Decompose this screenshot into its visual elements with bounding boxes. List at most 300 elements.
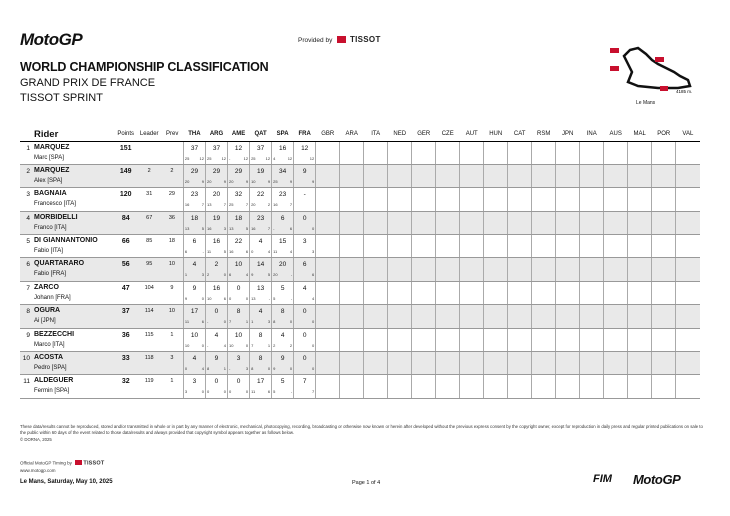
empty-round-cell: [412, 188, 436, 211]
empty-round-cell: [412, 352, 436, 375]
empty-round-cell: [532, 258, 556, 281]
empty-round-cell: [652, 305, 676, 328]
leader-gap-cell: 119: [137, 375, 160, 398]
empty-round-cell: [412, 375, 436, 398]
round-points-cell: [205, 305, 227, 328]
round-race: 0: [223, 389, 227, 395]
empty-round-cell: [508, 352, 532, 375]
table-row: [20, 375, 700, 398]
rider-position: 11: [23, 378, 30, 386]
points-cell: 66: [114, 235, 137, 258]
empty-round-cell: [364, 188, 388, 211]
round-header: POR: [652, 128, 676, 141]
points-cell: 32: [114, 375, 137, 398]
rider-cell: [20, 305, 114, 328]
rider-surname: BEZZECCHI: [34, 330, 75, 338]
round-sprint: 20: [184, 178, 190, 184]
round-points-cell: [272, 305, 294, 328]
empty-round-cell: [364, 352, 388, 375]
round-points-cell: [183, 188, 205, 211]
table-header: [20, 128, 700, 141]
round-total: 10: [234, 331, 243, 339]
empty-round-cell: [676, 235, 700, 258]
rider-firstname: Johann [FRA]: [34, 294, 71, 301]
round-race: 0: [223, 319, 227, 325]
round-points-cell: [205, 141, 227, 164]
round-total: 13: [256, 284, 265, 292]
round-sprint: 7: [251, 342, 254, 348]
timing-label: Official MotoGP Timing by: [20, 460, 72, 466]
round-points-cell: [183, 375, 205, 398]
leader-gap-cell: 115: [137, 328, 160, 351]
empty-round-cell: [460, 281, 484, 304]
empty-round-cell: [364, 141, 388, 164]
rider-cell: [20, 281, 114, 304]
round-sprint: 11: [251, 389, 256, 395]
round-race: 0: [311, 319, 315, 325]
empty-round-cell: [388, 211, 412, 234]
empty-round-cell: [364, 235, 388, 258]
provided-by: [298, 35, 381, 44]
round-total: 7: [302, 378, 307, 386]
round-header: AUT: [460, 128, 484, 141]
empty-round-cell: [412, 164, 436, 187]
empty-round-cell: [604, 281, 628, 304]
round-race: 12: [265, 155, 271, 161]
empty-round-cell: [628, 352, 652, 375]
empty-round-cell: [508, 164, 532, 187]
round-total: 32: [234, 191, 243, 199]
empty-round-cell: [532, 328, 556, 351]
round-sprint: -: [206, 319, 209, 325]
empty-round-cell: [340, 211, 364, 234]
page-title: WORLD CHAMPIONSHIP CLASSIFICATION: [20, 60, 269, 74]
empty-round-cell: [652, 235, 676, 258]
round-points-cell: [272, 258, 294, 281]
round-points-cell: [272, 352, 294, 375]
session-name: TISSOT SPRINT: [20, 92, 103, 104]
empty-round-cell: [340, 258, 364, 281]
round-total: 9: [192, 284, 197, 292]
prev-gap-cell: 36: [161, 211, 183, 234]
round-race: 1: [245, 319, 249, 325]
round-points-cell: [228, 258, 250, 281]
round-race: 0: [201, 389, 204, 395]
empty-round-cell: [580, 188, 604, 211]
round-sprint: 9: [273, 366, 276, 372]
rider-firstname: Franco [ITA]: [34, 224, 67, 231]
round-race: 0: [311, 366, 315, 372]
round-race: 4: [245, 272, 249, 278]
round-points-cell: [205, 188, 227, 211]
rider-position: 4: [26, 214, 30, 222]
rider-header: Rider: [20, 128, 114, 141]
round-total: 0: [302, 308, 307, 316]
empty-round-cell: [316, 352, 340, 375]
empty-round-cell: [532, 281, 556, 304]
round-header: SPA: [272, 128, 294, 141]
empty-round-cell: [676, 258, 700, 281]
round-sprint: 3: [184, 389, 188, 395]
round-header: ITA: [364, 128, 388, 141]
round-points-cell: [205, 352, 227, 375]
empty-round-cell: [604, 211, 628, 234]
finish-line-icon: [660, 86, 668, 91]
round-sprint: 0: [206, 389, 210, 395]
prev-header: Prev: [161, 128, 183, 141]
empty-round-cell: [460, 188, 484, 211]
round-race: 6: [267, 389, 271, 395]
empty-round-cell: [364, 375, 388, 398]
round-total: 22: [256, 191, 265, 199]
empty-round-cell: [484, 258, 508, 281]
empty-round-cell: [340, 281, 364, 304]
empty-round-cell: [412, 305, 436, 328]
round-total: -: [303, 191, 306, 199]
round-total: 19: [256, 167, 265, 175]
round-sprint: 25: [229, 202, 234, 208]
points-cell: 47: [114, 281, 137, 304]
track-length: 4185 m.: [676, 89, 693, 94]
round-header: NED: [388, 128, 412, 141]
empty-round-cell: [556, 281, 580, 304]
rider-firstname: Fabio [FRA]: [34, 271, 67, 278]
round-sprint: 8: [251, 366, 254, 372]
empty-round-cell: [460, 211, 484, 234]
round-total: 9: [302, 167, 307, 175]
empty-round-cell: [652, 258, 676, 281]
round-sprint: 0: [251, 249, 254, 255]
round-race: 0: [245, 295, 249, 301]
empty-round-cell: [652, 281, 676, 304]
round-total: 4: [280, 331, 285, 339]
round-sprint: 25: [273, 178, 278, 184]
round-points-cell: [228, 305, 250, 328]
round-race: 9: [289, 178, 293, 184]
round-sprint: 8: [273, 319, 276, 325]
empty-round-cell: [316, 211, 340, 234]
round-total: 29: [190, 167, 199, 175]
round-header: FRA: [294, 128, 316, 141]
empty-round-cell: [556, 375, 580, 398]
round-sprint: 11: [206, 249, 212, 255]
empty-round-cell: [604, 164, 628, 187]
rider-firstname: Alex [SPA]: [34, 177, 63, 184]
round-total: 6: [192, 238, 197, 246]
round-race: 6: [311, 272, 315, 278]
round-header: GBR: [316, 128, 340, 141]
round-total: 8: [236, 308, 241, 316]
round-race: 5: [223, 249, 227, 255]
round-race: 12: [287, 155, 293, 161]
round-sprint: 6: [184, 249, 188, 255]
round-points-cell: [294, 188, 316, 211]
round-sprint: 4: [273, 155, 276, 161]
round-race: 6: [223, 295, 227, 301]
rider-surname: ZARCO: [34, 283, 59, 291]
round-sprint: 13: [251, 295, 256, 301]
round-total: 2: [214, 261, 219, 269]
round-points-cell: [294, 352, 316, 375]
rider-firstname: Pedro [SPA]: [34, 365, 67, 372]
empty-round-cell: [532, 305, 556, 328]
round-total: 4: [302, 284, 307, 292]
empty-round-cell: [412, 258, 436, 281]
round-total: 8: [258, 355, 263, 363]
round-sprint: 2: [273, 342, 276, 348]
empty-round-cell: [604, 352, 628, 375]
round-points-cell: [250, 305, 272, 328]
empty-round-cell: [412, 211, 436, 234]
round-sprint: 11: [273, 249, 278, 255]
rider-position: 1: [26, 144, 30, 152]
leader-gap-cell: 95: [137, 258, 160, 281]
round-points-cell: [183, 211, 205, 234]
round-total: 0: [214, 308, 219, 316]
rider-cell: [20, 211, 114, 234]
round-total: 19: [212, 214, 221, 222]
round-total: 34: [279, 167, 287, 175]
empty-round-cell: [676, 281, 700, 304]
rider-position: 6: [26, 261, 30, 269]
empty-round-cell: [436, 188, 460, 211]
round-sprint: 5: [273, 389, 276, 395]
empty-round-cell: [604, 305, 628, 328]
prev-gap-cell: 1: [161, 375, 183, 398]
empty-round-cell: [628, 328, 652, 351]
round-sprint: 11: [184, 319, 190, 325]
empty-round-cell: [604, 188, 628, 211]
rider-firstname: Marc [SPA]: [34, 154, 64, 161]
empty-round-cell: [364, 164, 388, 187]
event-name: GRAND PRIX DE FRANCE: [20, 77, 156, 89]
round-sprint: 16: [251, 225, 256, 231]
points-cell: 120: [114, 188, 137, 211]
round-race: 2: [267, 202, 271, 208]
empty-round-cell: [436, 281, 460, 304]
place-date: Le Mans, Saturday, May 10, 2025: [20, 479, 113, 485]
round-total: 12: [234, 144, 243, 152]
round-points-cell: [228, 188, 250, 211]
rider-position: 9: [26, 331, 30, 339]
points-cell: 84: [114, 211, 137, 234]
round-header: INA: [580, 128, 604, 141]
round-points-cell: [228, 164, 250, 187]
empty-round-cell: [436, 141, 460, 164]
round-total: 29: [234, 167, 243, 175]
empty-round-cell: [556, 258, 580, 281]
round-sprint: 10: [184, 342, 190, 348]
empty-round-cell: [316, 305, 340, 328]
round-total: 16: [279, 144, 287, 152]
empty-round-cell: [388, 188, 412, 211]
round-race: 4: [311, 295, 315, 301]
empty-round-cell: [532, 188, 556, 211]
empty-round-cell: [628, 188, 652, 211]
points-cell: 33: [114, 352, 137, 375]
empty-round-cell: [580, 211, 604, 234]
empty-round-cell: [532, 235, 556, 258]
round-sprint: 10: [206, 295, 212, 301]
empty-round-cell: [556, 211, 580, 234]
empty-round-cell: [532, 352, 556, 375]
round-sprint: 10: [251, 178, 256, 184]
website-link[interactable]: www.motogp.com: [20, 468, 56, 473]
round-points-cell: [272, 141, 294, 164]
track-map: [608, 42, 703, 100]
empty-round-cell: [484, 305, 508, 328]
empty-round-cell: [484, 141, 508, 164]
round-header: ARG: [205, 128, 227, 141]
round-sprint: 6: [229, 272, 232, 278]
round-sprint: 20: [206, 178, 212, 184]
round-header: AME: [228, 128, 250, 141]
round-sprint: 20: [251, 202, 256, 208]
empty-round-cell: [388, 281, 412, 304]
rider-firstname: Francesco [ITA]: [34, 201, 76, 208]
empty-round-cell: [436, 211, 460, 234]
round-race: 0: [311, 225, 315, 231]
empty-round-cell: [628, 375, 652, 398]
round-total: 37: [190, 144, 199, 152]
table-row: [20, 258, 700, 281]
round-points-cell: [272, 211, 294, 234]
round-sprint: 20: [273, 272, 278, 278]
copyright: © DORNA, 2025: [20, 436, 52, 442]
empty-round-cell: [628, 281, 652, 304]
round-race: -: [290, 295, 293, 301]
round-race: 0: [223, 272, 227, 278]
rider-surname: OGURA: [34, 307, 61, 315]
empty-round-cell: [604, 258, 628, 281]
round-total: 4: [192, 355, 197, 363]
prev-gap-cell: 2: [161, 164, 183, 187]
empty-round-cell: [676, 352, 700, 375]
empty-round-cell: [580, 375, 604, 398]
leader-gap-cell: 2: [137, 164, 160, 187]
points-cell: 151: [114, 141, 137, 164]
round-total: 12: [301, 144, 309, 152]
round-total: 23: [256, 214, 265, 222]
empty-round-cell: [556, 164, 580, 187]
points-cell: 56: [114, 258, 137, 281]
empty-round-cell: [580, 352, 604, 375]
rider-surname: ALDEGUER: [34, 377, 74, 385]
round-total: 5: [280, 378, 285, 386]
round-total: 8: [280, 308, 285, 316]
empty-round-cell: [340, 164, 364, 187]
provided-by-label: Provided by: [298, 37, 333, 44]
round-points-cell: [183, 328, 205, 351]
round-sprint: 9: [184, 295, 188, 301]
sponsor-name: TISSOT: [349, 35, 381, 44]
round-race: 1: [223, 366, 227, 372]
empty-round-cell: [364, 281, 388, 304]
empty-round-cell: [556, 328, 580, 351]
round-race: 4: [223, 342, 227, 348]
round-points-cell: [205, 258, 227, 281]
rider-surname: ACOSTA: [34, 354, 64, 362]
round-race: 0: [201, 342, 204, 348]
rider-position: 5: [26, 238, 30, 246]
round-sprint: 25: [206, 155, 212, 161]
track-name: Le Mans: [636, 100, 656, 106]
rider-firstname: Marco [ITA]: [34, 341, 65, 348]
empty-round-cell: [484, 328, 508, 351]
rider-position: 7: [26, 284, 30, 292]
round-race: 7: [201, 202, 204, 208]
empty-round-cell: [508, 188, 532, 211]
round-sprint: -: [229, 366, 231, 372]
empty-round-cell: [556, 352, 580, 375]
round-race: 9: [245, 178, 249, 184]
round-points-cell: [250, 328, 272, 351]
empty-round-cell: [508, 328, 532, 351]
rider-surname: MARQUEZ: [34, 166, 70, 174]
empty-round-cell: [388, 258, 412, 281]
round-sprint: 20: [229, 178, 234, 184]
round-points-cell: [294, 235, 316, 258]
empty-round-cell: [676, 188, 700, 211]
table-row: [20, 328, 700, 351]
empty-round-cell: [436, 235, 460, 258]
page-number: Page 1 of 4: [352, 480, 381, 486]
empty-round-cell: [388, 305, 412, 328]
empty-round-cell: [676, 305, 700, 328]
empty-round-cell: [364, 258, 388, 281]
round-total: 15: [279, 238, 287, 246]
empty-round-cell: [388, 164, 412, 187]
empty-round-cell: [676, 375, 700, 398]
round-header: RSM: [532, 128, 556, 141]
empty-round-cell: [532, 164, 556, 187]
round-points-cell: [272, 235, 294, 258]
empty-round-cell: [484, 164, 508, 187]
prev-gap-cell: 1: [161, 328, 183, 351]
round-sprint: 7: [229, 319, 232, 325]
empty-round-cell: [556, 235, 580, 258]
empty-round-cell: [604, 235, 628, 258]
empty-round-cell: [652, 375, 676, 398]
prev-gap-cell: 10: [161, 258, 183, 281]
round-sprint: 9: [251, 272, 254, 278]
rider-position: 8: [26, 308, 30, 316]
round-points-cell: [250, 258, 272, 281]
round-points-cell: [272, 188, 294, 211]
empty-round-cell: [388, 375, 412, 398]
rider-cell: [20, 328, 114, 351]
round-race: 3: [245, 366, 249, 372]
rider-firstname: Fermin [SPA]: [34, 388, 70, 395]
empty-round-cell: [484, 281, 508, 304]
round-sprint: 1: [251, 319, 254, 325]
round-points-cell: [183, 305, 205, 328]
round-total: 4: [192, 261, 197, 269]
empty-round-cell: [604, 141, 628, 164]
empty-round-cell: [436, 328, 460, 351]
empty-round-cell: [556, 141, 580, 164]
empty-round-cell: [628, 258, 652, 281]
round-race: -: [202, 249, 204, 255]
empty-round-cell: [676, 328, 700, 351]
round-total: 4: [258, 238, 263, 246]
round-race: 9: [223, 178, 227, 184]
empty-round-cell: [580, 141, 604, 164]
round-points-cell: [294, 328, 316, 351]
round-total: 18: [190, 214, 199, 222]
empty-round-cell: [412, 281, 436, 304]
round-points-cell: [228, 375, 250, 398]
